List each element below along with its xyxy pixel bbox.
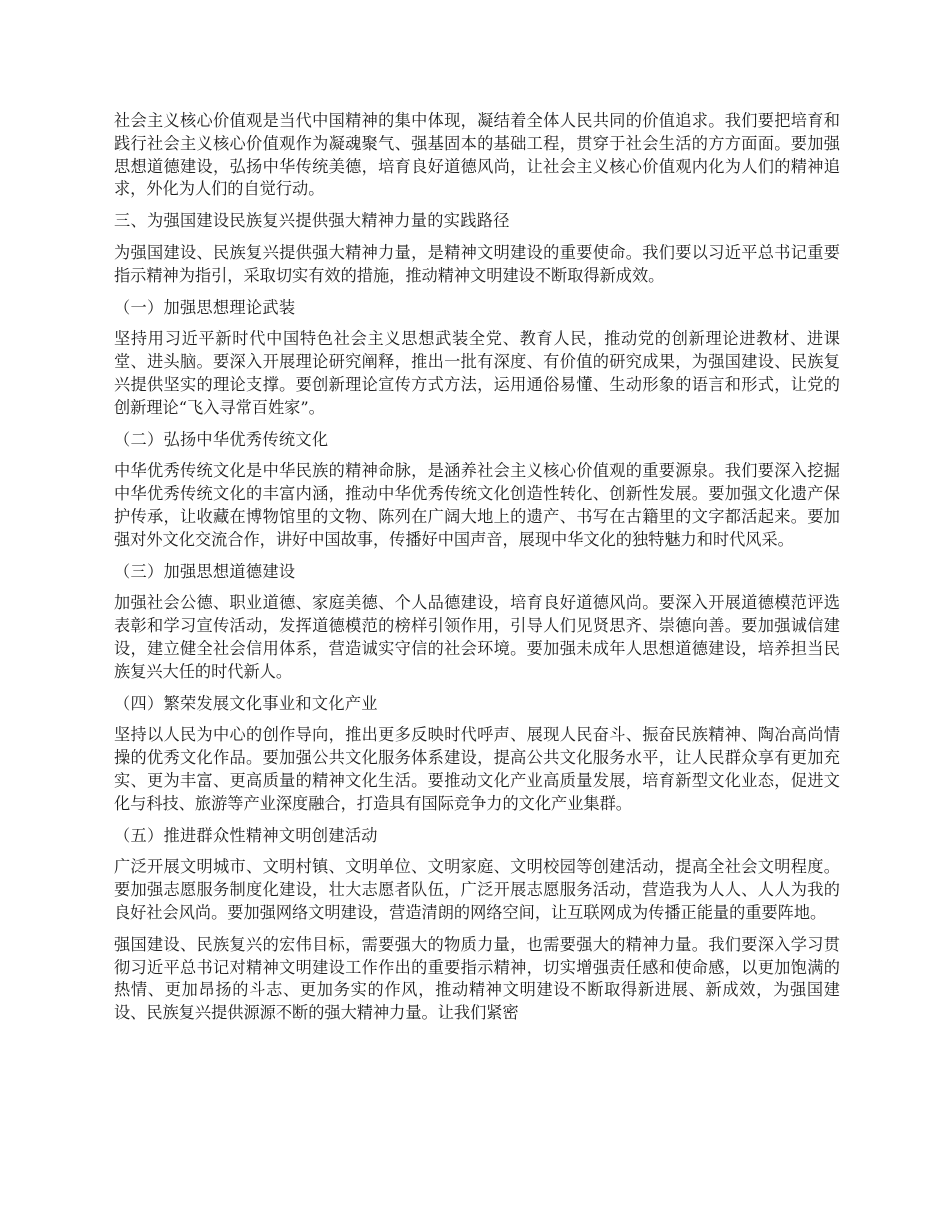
- document-page: [114, 110, 840, 1034]
- paragraph-theory: 坚持用习近平新时代中国特色社会主义思想武装全党、教育人民，推动党的创新理论进教材、进课堂、进头脑。要深入开展理论研究阐释，推出一批有深度、有价值的研究成果，为强国建设、民族复兴提供坚实的理论支撑。要创新理论宣传方式方法，运用通俗易懂、生动形象的语言和形式，让党的创新理论“飞入寻常百姓家”。: [114, 329, 840, 417]
- paragraph-morality: 加强社会公德、职业道德、家庭美德、个人品德建设，培育良好道德风尚。要深入开展道德模范评选表彰和学习宣传活动，发挥道德模范的榜样引领作用，引导人们见贤思齐、崇德向善。要加强诚信建设，建立健全社会信用体系，营造诚实守信的社会环境。要加强未成年人思想道德建设，培养担当民族复兴大任的时代新人。: [114, 593, 840, 681]
- subheading-3: （三）加强思想道德建设: [114, 561, 296, 581]
- paragraph-section-3-intro: 为强国建设、民族复兴提供强大精神力量，是精神文明建设的重要使命。我们要以习近平总书记重要指示精神为指引，采取切实有效的措施，推动精神文明建设不断取得新成效。: [114, 242, 840, 285]
- subheading-2: （二）弘扬中华优秀传统文化: [114, 429, 329, 449]
- paragraph-civilization-activities: 广泛开展文明城市、文明村镇、文明单位、文明家庭、文明校园等创建活动，提高全社会文明程度。要加强志愿服务制度化建设，壮大志愿者队伍，广泛开展志愿服务活动，营造我为人人、人人为我的良好社会风尚。要加强网络文明建设，营造清朗的网络空间，让互联网成为传播正能量的重要阵地。: [114, 857, 840, 922]
- paragraph-traditional-culture: 中华优秀传统文化是中华民族的精神命脉，是涵养社会主义核心价值观的重要源泉。我们要深入挖掘中华优秀传统文化的丰富内涵，推动中华优秀传统文化创造性转化、创新性发展。要加强文化遗产保护传承，让收藏在博物馆里的文物、陈列在广阔大地上的遗产、书写在古籍里的文字都活起来。要加强对外文化交流合作，讲好中国故事，传播好中国声音，展现中华文化的独特魅力和时代风采。: [114, 461, 840, 549]
- section-heading-3: 三、为强国建设民族复兴提供强大精神力量的实践路径: [114, 211, 510, 231]
- subheading-1: （一）加强思想理论武装: [114, 297, 296, 317]
- subheading-4: （四）繁荣发展文化事业和文化产业: [114, 693, 378, 713]
- paragraph-culture-industry: 坚持以人民为中心的创作导向，推出更多反映时代呼声、展现人民奋斗、振奋民族精神、陶冶高尚情操的优秀文化作品。要加强公共文化服务体系建设，提高公共文化服务水平，让人民群众享有更加充实、更为丰富、更高质量的精神文化生活。要推动文化产业高质量发展，培育新型文化业态，促进文化与科技、旅游等产业深度融合，打造具有国际竞争力的文化产业集群。: [114, 725, 840, 813]
- paragraph-core-values: 社会主义核心价值观是当代中国精神的集中体现，凝结着全体人民共同的价值追求。我们要把培育和践行社会主义核心价值观作为凝魂聚气、强基固本的基础工程，贯穿于社会生活的方方面面。要加强思想道德建设，弘扬中华传统美德，培育良好道德风尚，让社会主义核心价值观内化为人们的精神追求，外化为人们的自觉行动。: [114, 111, 840, 199]
- paragraph-conclusion: 强国建设、民族复兴的宏伟目标，需要强大的物质力量，也需要强大的精神力量。我们要深入学习贯彻习近平总书记对精神文明建设工作作出的重要指示精神，切实增强责任感和使命感，以更加饱满的热情、更加昂扬的斗志、更加务实的作风，推动精神文明建设不断取得新进展、新成效，为强国建设、民族复兴提供源源不断的强大精神力量。让我们紧密: [114, 934, 840, 1023]
- subheading-5: （五）推进群众性精神文明创建活动: [114, 825, 378, 845]
